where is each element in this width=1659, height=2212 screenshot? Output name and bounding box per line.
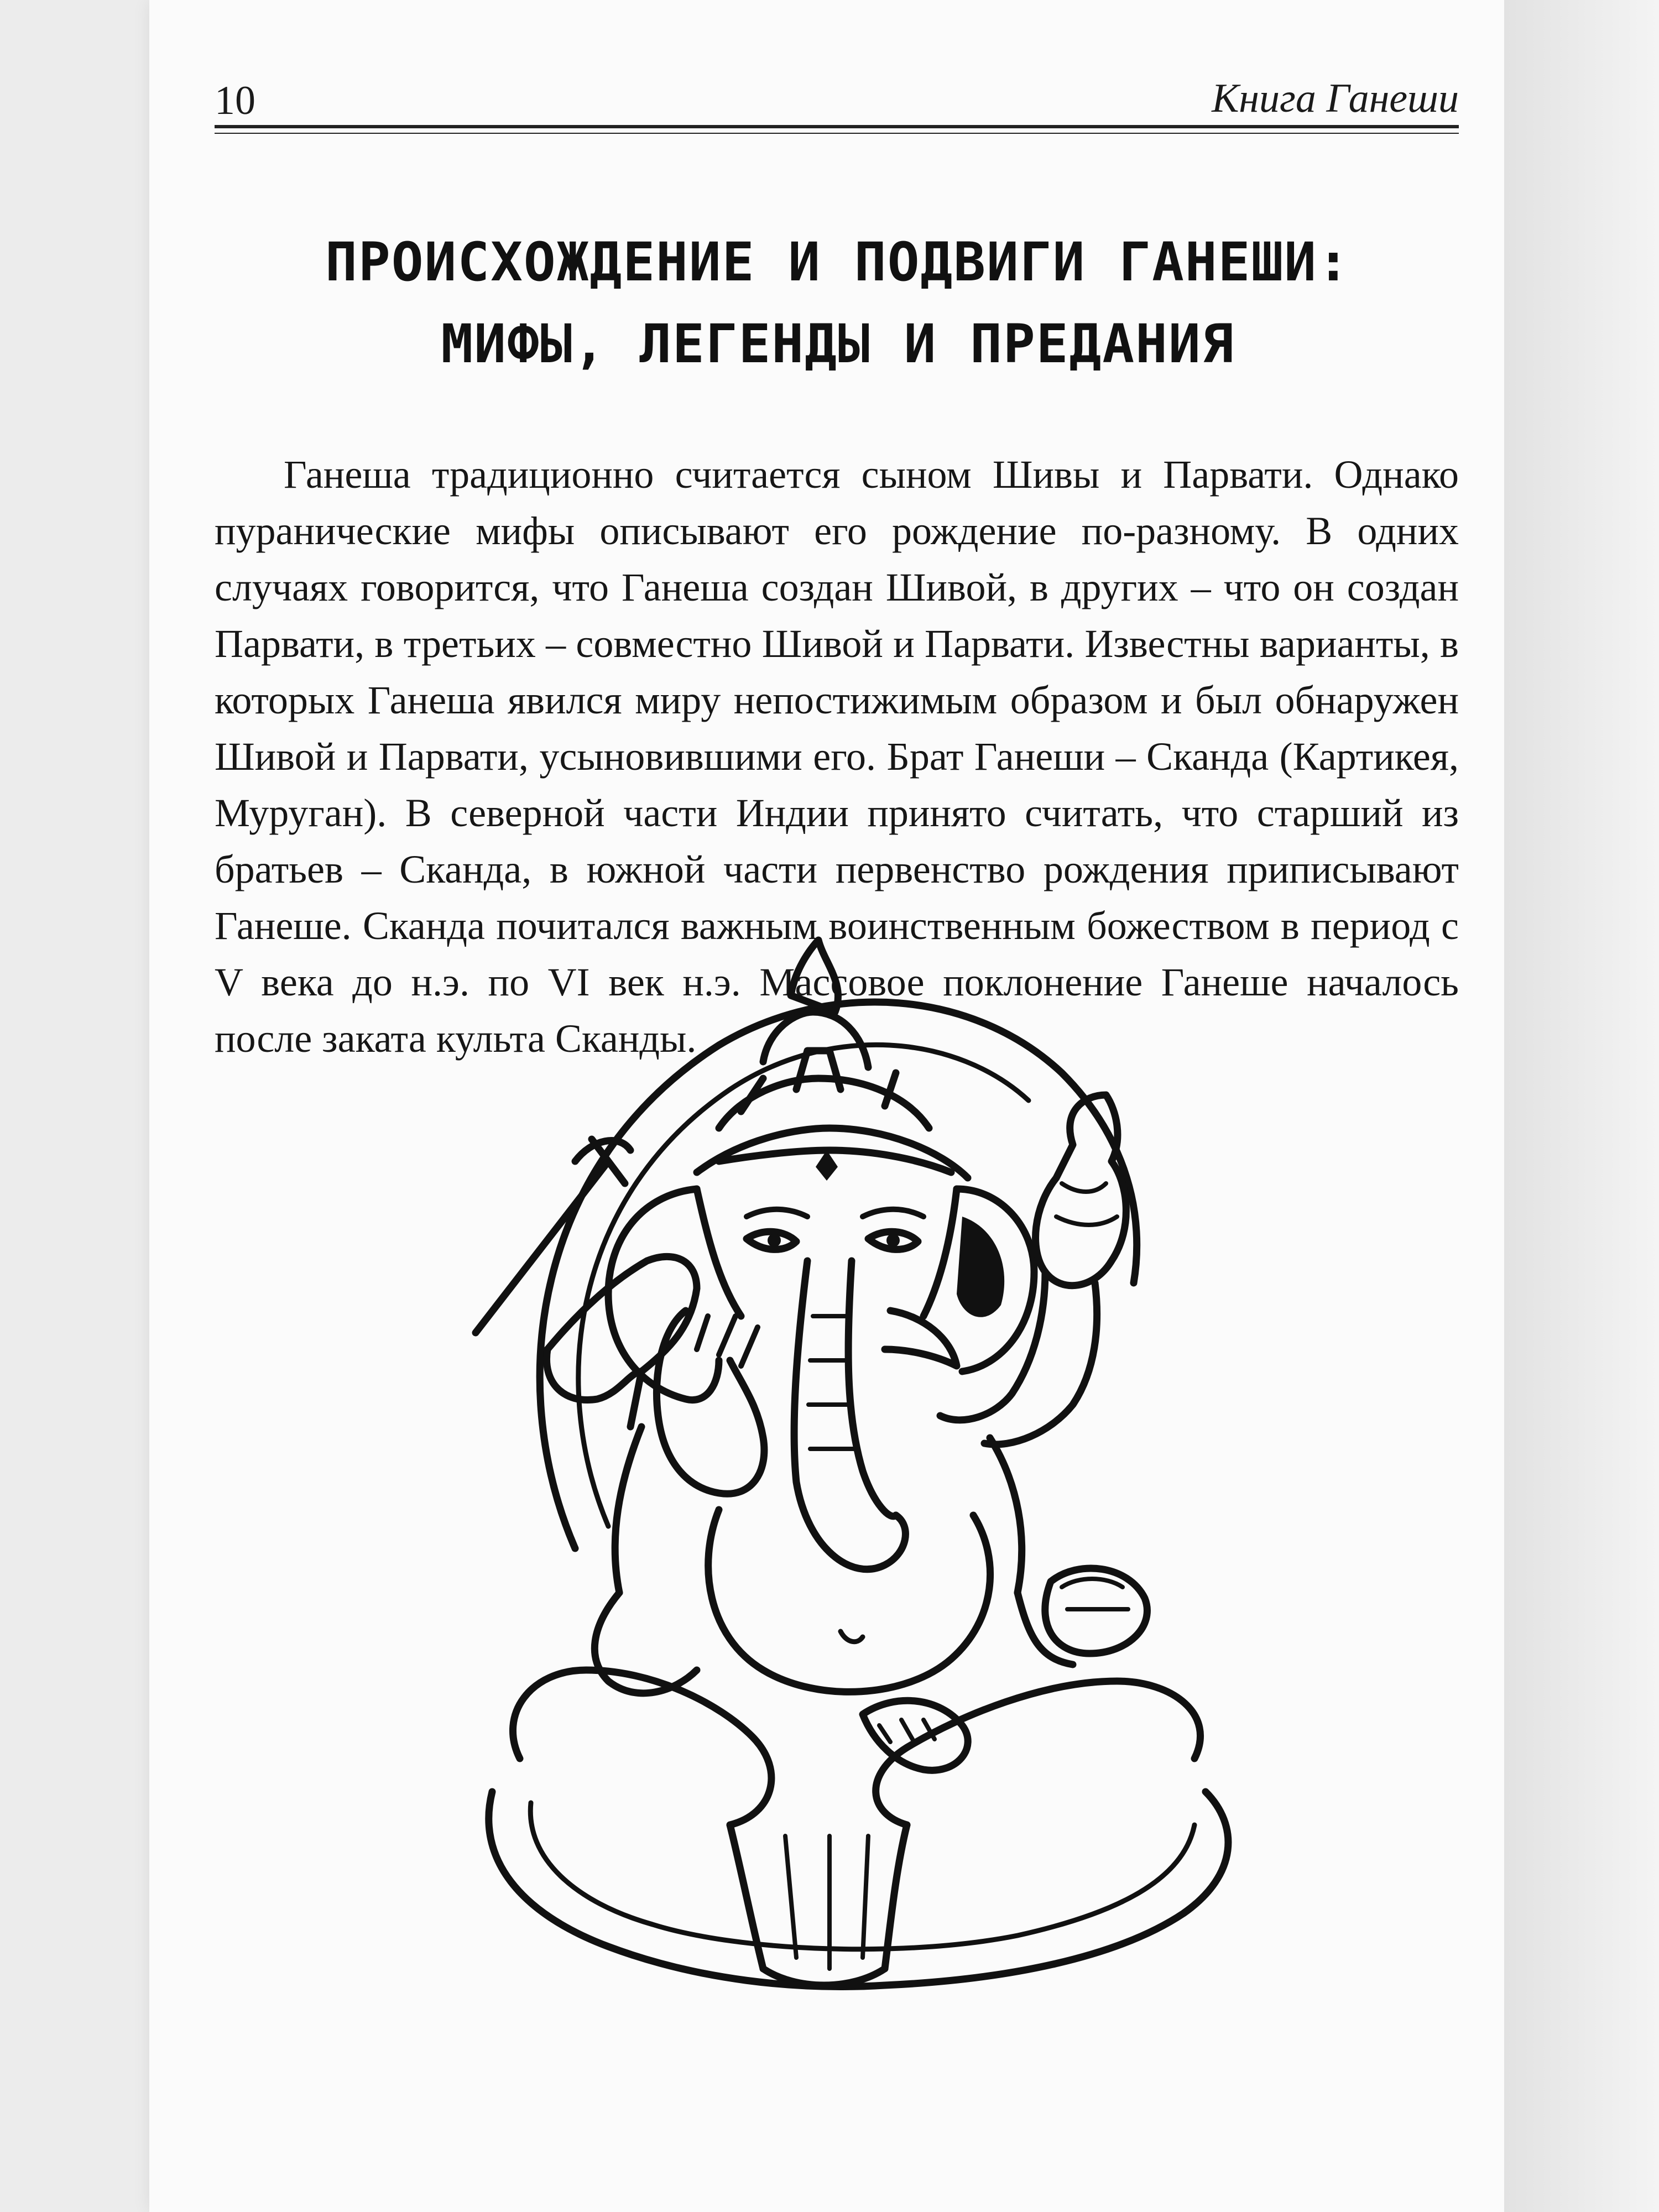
running-title: Книга Ганеши — [1212, 76, 1459, 121]
folded-foot — [863, 1700, 968, 1770]
chapter-title — [210, 221, 1465, 385]
ganesha-illustration — [409, 929, 1316, 2079]
chapter-title-line-1: ПРОИСХОЖДЕНИЕ И ПОДВИГИ ГАНЕШИ: — [325, 231, 1350, 293]
jewel-accent — [816, 1150, 838, 1181]
ear-shadow — [957, 1217, 1004, 1317]
running-header — [215, 71, 1459, 124]
left-pupil — [768, 1234, 781, 1247]
belly — [708, 1510, 990, 1692]
body-paragraph: Ганеша традиционно считается сыном Шивы и Парвати. Однако пуранические мифы описывают его рождение по-разному. В одних случаях говорится, что Ганеша создан Шивой, в других – что он создан Парвати, в третьих – совместно Шивой и Парвати. Известны варианты, в которых Ганеша явился миру непостижимым образом и был обнаружен Шивой и Парвати, усыновившими его. Брат Ганеши – Сканда (Картикея, Муруган). В северной части Индии принято считать, что старший из братьев – Сканда, в южной части первенство рождения приписывают Ганеше. Сканда почитался важным воинственным божеством в период с V века до н.э. по VI век н.э. Массовое поклонение Ганеше началось после заката культа Сканды. — [215, 452, 1459, 1061]
torso — [615, 1427, 1022, 1593]
tusk — [885, 1311, 957, 1366]
base-outer — [489, 1792, 1228, 1986]
right-pupil — [886, 1234, 900, 1247]
page-edge — [1504, 0, 1659, 2212]
page-number: 10 — [215, 78, 255, 123]
chapter-title-line-2: МИФЫ, ЛЕГЕНДЫ И ПРЕДАНИЯ — [441, 313, 1235, 375]
face-outline — [697, 1189, 957, 1316]
upper-left-arm — [547, 1256, 697, 1427]
header-rule-thin — [215, 133, 1459, 134]
crown-finial — [791, 940, 838, 1012]
header-rule-thick — [215, 125, 1459, 128]
